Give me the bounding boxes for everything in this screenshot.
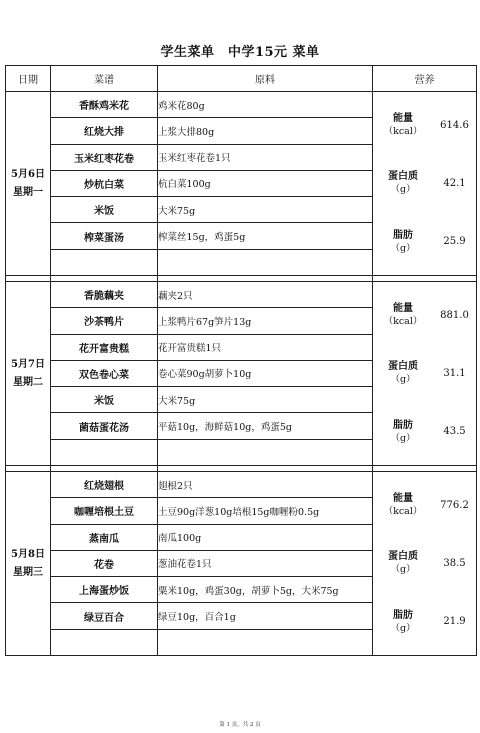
nutrition-energy-value: 614.6 bbox=[440, 119, 469, 131]
dish-name: 玉米红枣花卷 bbox=[51, 144, 158, 170]
nutrition-energy-label bbox=[373, 302, 433, 328]
nutrition-protein-unit: （g） bbox=[390, 564, 416, 576]
nutrition-protein-row bbox=[373, 352, 476, 394]
nutrition-protein-unit: （g） bbox=[390, 184, 416, 196]
nutrition-protein-label bbox=[373, 170, 433, 196]
nutrition-energy-value: 881.0 bbox=[440, 309, 469, 321]
day-date: 5月7日 bbox=[11, 358, 45, 370]
dish-name: 咖喱培根土豆 bbox=[51, 498, 158, 524]
dish-name: 红烧翅根 bbox=[51, 472, 158, 498]
nutrition-protein-name: 蛋白质 bbox=[388, 551, 418, 563]
nutrition-protein-row bbox=[373, 542, 476, 584]
table-row bbox=[6, 282, 477, 308]
table-row bbox=[6, 472, 477, 498]
nutrition-fat-label bbox=[373, 419, 433, 445]
dish-name: 菌菇蛋花汤 bbox=[51, 413, 158, 439]
dish-name: 米饭 bbox=[51, 197, 158, 223]
dish-name: 沙茶鸭片 bbox=[51, 308, 158, 334]
dish-name bbox=[51, 439, 158, 465]
dish-ingredients: 大米75g bbox=[158, 387, 373, 413]
nutrition-fat-label bbox=[373, 609, 433, 635]
day-date-cell bbox=[6, 472, 51, 656]
nutrition-cell bbox=[373, 472, 477, 656]
menu-body bbox=[6, 92, 477, 656]
nutrition-protein-name: 蛋白质 bbox=[388, 361, 418, 373]
nutrition-energy-row bbox=[373, 484, 476, 526]
nutrition-energy-name: 能量 bbox=[393, 493, 413, 505]
dish-name: 绿豆百合 bbox=[51, 603, 158, 629]
dish-ingredients: 土豆90g洋葱10g培根15g咖喱粉0.5g bbox=[158, 498, 373, 524]
nutrition-protein-name: 蛋白质 bbox=[388, 171, 418, 183]
day-weekday: 星期一 bbox=[13, 186, 43, 198]
page-footer: 第 1 页，共 2 页 bbox=[219, 722, 261, 728]
dish-name: 花卷 bbox=[51, 550, 158, 576]
day-weekday: 星期三 bbox=[13, 566, 43, 578]
dish-ingredients bbox=[158, 439, 373, 465]
nutrition-fat-unit: （g） bbox=[390, 432, 416, 444]
nutrition-fat-row bbox=[373, 601, 476, 643]
nutrition-energy-row bbox=[373, 294, 476, 336]
nutrition-fat-value: 43.5 bbox=[443, 426, 466, 438]
nutrition-fat-value: 21.9 bbox=[443, 616, 466, 628]
dish-ingredients: 粟米10g，鸡蛋30g，胡萝卜5g，大米75g bbox=[158, 577, 373, 603]
dish-name: 香酥鸡米花 bbox=[51, 92, 158, 118]
menu-table bbox=[5, 65, 477, 656]
nutrition-cell bbox=[373, 282, 477, 466]
dish-name: 榨菜蛋汤 bbox=[51, 223, 158, 249]
nutrition-block bbox=[373, 282, 476, 465]
dish-ingredients: 鸡米花80g bbox=[158, 92, 373, 118]
nutrition-energy-label bbox=[373, 492, 433, 518]
dish-name: 红烧大排 bbox=[51, 118, 158, 144]
nutrition-fat-unit: （g） bbox=[390, 242, 416, 254]
nutrition-fat-label bbox=[373, 229, 433, 255]
nutrition-protein-label bbox=[373, 360, 433, 386]
dish-ingredients: 花开富贵糕1只 bbox=[158, 334, 373, 360]
dish-name bbox=[51, 629, 158, 655]
day-date-cell bbox=[6, 282, 51, 466]
dish-ingredients: 上浆鸭片67g笋片13g bbox=[158, 308, 373, 334]
dish-ingredients: 上浆大排80g bbox=[158, 118, 373, 144]
day-date: 5月8日 bbox=[11, 548, 45, 560]
nutrition-energy-name: 能量 bbox=[393, 303, 413, 315]
dish-name: 双色卷心菜 bbox=[51, 360, 158, 386]
dish-ingredients bbox=[158, 629, 373, 655]
nutrition-protein-unit: （g） bbox=[390, 374, 416, 386]
nutrition-fat-row bbox=[373, 411, 476, 453]
nutrition-protein-value: 31.1 bbox=[443, 367, 466, 379]
dish-name: 香脆藕夹 bbox=[51, 282, 158, 308]
header-dish: 菜谱 bbox=[51, 66, 158, 92]
dish-ingredients: 玉米红枣花卷1只 bbox=[158, 144, 373, 170]
dish-ingredients: 杭白菜100g bbox=[158, 170, 373, 196]
nutrition-energy-label bbox=[373, 112, 433, 138]
dish-ingredients: 大米75g bbox=[158, 197, 373, 223]
dish-name bbox=[51, 249, 158, 275]
nutrition-energy-value: 776.2 bbox=[440, 499, 469, 511]
dish-name: 炒杭白菜 bbox=[51, 170, 158, 196]
dish-ingredients: 翅根2只 bbox=[158, 472, 373, 498]
nutrition-protein-label bbox=[373, 550, 433, 576]
dish-name: 蒸南瓜 bbox=[51, 524, 158, 550]
day-date-cell bbox=[6, 92, 51, 276]
page-title: 学生菜单 中学15元 菜单 bbox=[160, 45, 320, 60]
dish-name: 米饭 bbox=[51, 387, 158, 413]
nutrition-fat-value: 25.9 bbox=[443, 236, 466, 248]
nutrition-fat-name: 脂肪 bbox=[393, 419, 413, 431]
dish-name: 花开富贵糕 bbox=[51, 334, 158, 360]
nutrition-block bbox=[373, 472, 476, 655]
nutrition-fat-name: 脂肪 bbox=[393, 229, 413, 241]
dish-ingredients: 藕夹2只 bbox=[158, 282, 373, 308]
header-nutrition: 营养 bbox=[373, 66, 477, 92]
nutrition-protein-value: 38.5 bbox=[443, 557, 466, 569]
nutrition-fat-unit: （g） bbox=[390, 622, 416, 634]
header-ingredients: 原料 bbox=[158, 66, 373, 92]
nutrition-protein-row bbox=[373, 162, 476, 204]
table-row bbox=[6, 92, 477, 118]
nutrition-fat-row bbox=[373, 221, 476, 263]
nutrition-fat-name: 脂肪 bbox=[393, 609, 413, 621]
nutrition-energy-unit: （kcal） bbox=[383, 126, 423, 138]
header-row bbox=[6, 66, 477, 92]
nutrition-energy-unit: （kcal） bbox=[383, 506, 423, 518]
dish-ingredients: 南瓜100g bbox=[158, 524, 373, 550]
nutrition-energy-unit: （kcal） bbox=[383, 316, 423, 328]
dish-ingredients: 葱油花卷1只 bbox=[158, 550, 373, 576]
nutrition-protein-value: 42.1 bbox=[443, 177, 466, 189]
nutrition-cell bbox=[373, 92, 477, 276]
nutrition-energy-row bbox=[373, 104, 476, 146]
header-date: 日期 bbox=[6, 66, 51, 92]
dish-name: 上海蛋炒饭 bbox=[51, 577, 158, 603]
day-weekday: 星期二 bbox=[13, 376, 43, 388]
day-date: 5月6日 bbox=[11, 168, 45, 180]
dish-ingredients: 榨菜丝15g，鸡蛋5g bbox=[158, 223, 373, 249]
dish-ingredients: 绿豆10g，百合1g bbox=[158, 603, 373, 629]
dish-ingredients: 平菇10g，海鲜菇10g，鸡蛋5g bbox=[158, 413, 373, 439]
dish-ingredients bbox=[158, 249, 373, 275]
nutrition-block bbox=[373, 92, 476, 275]
dish-ingredients: 卷心菜90g胡萝卜10g bbox=[158, 360, 373, 386]
nutrition-energy-name: 能量 bbox=[393, 113, 413, 125]
